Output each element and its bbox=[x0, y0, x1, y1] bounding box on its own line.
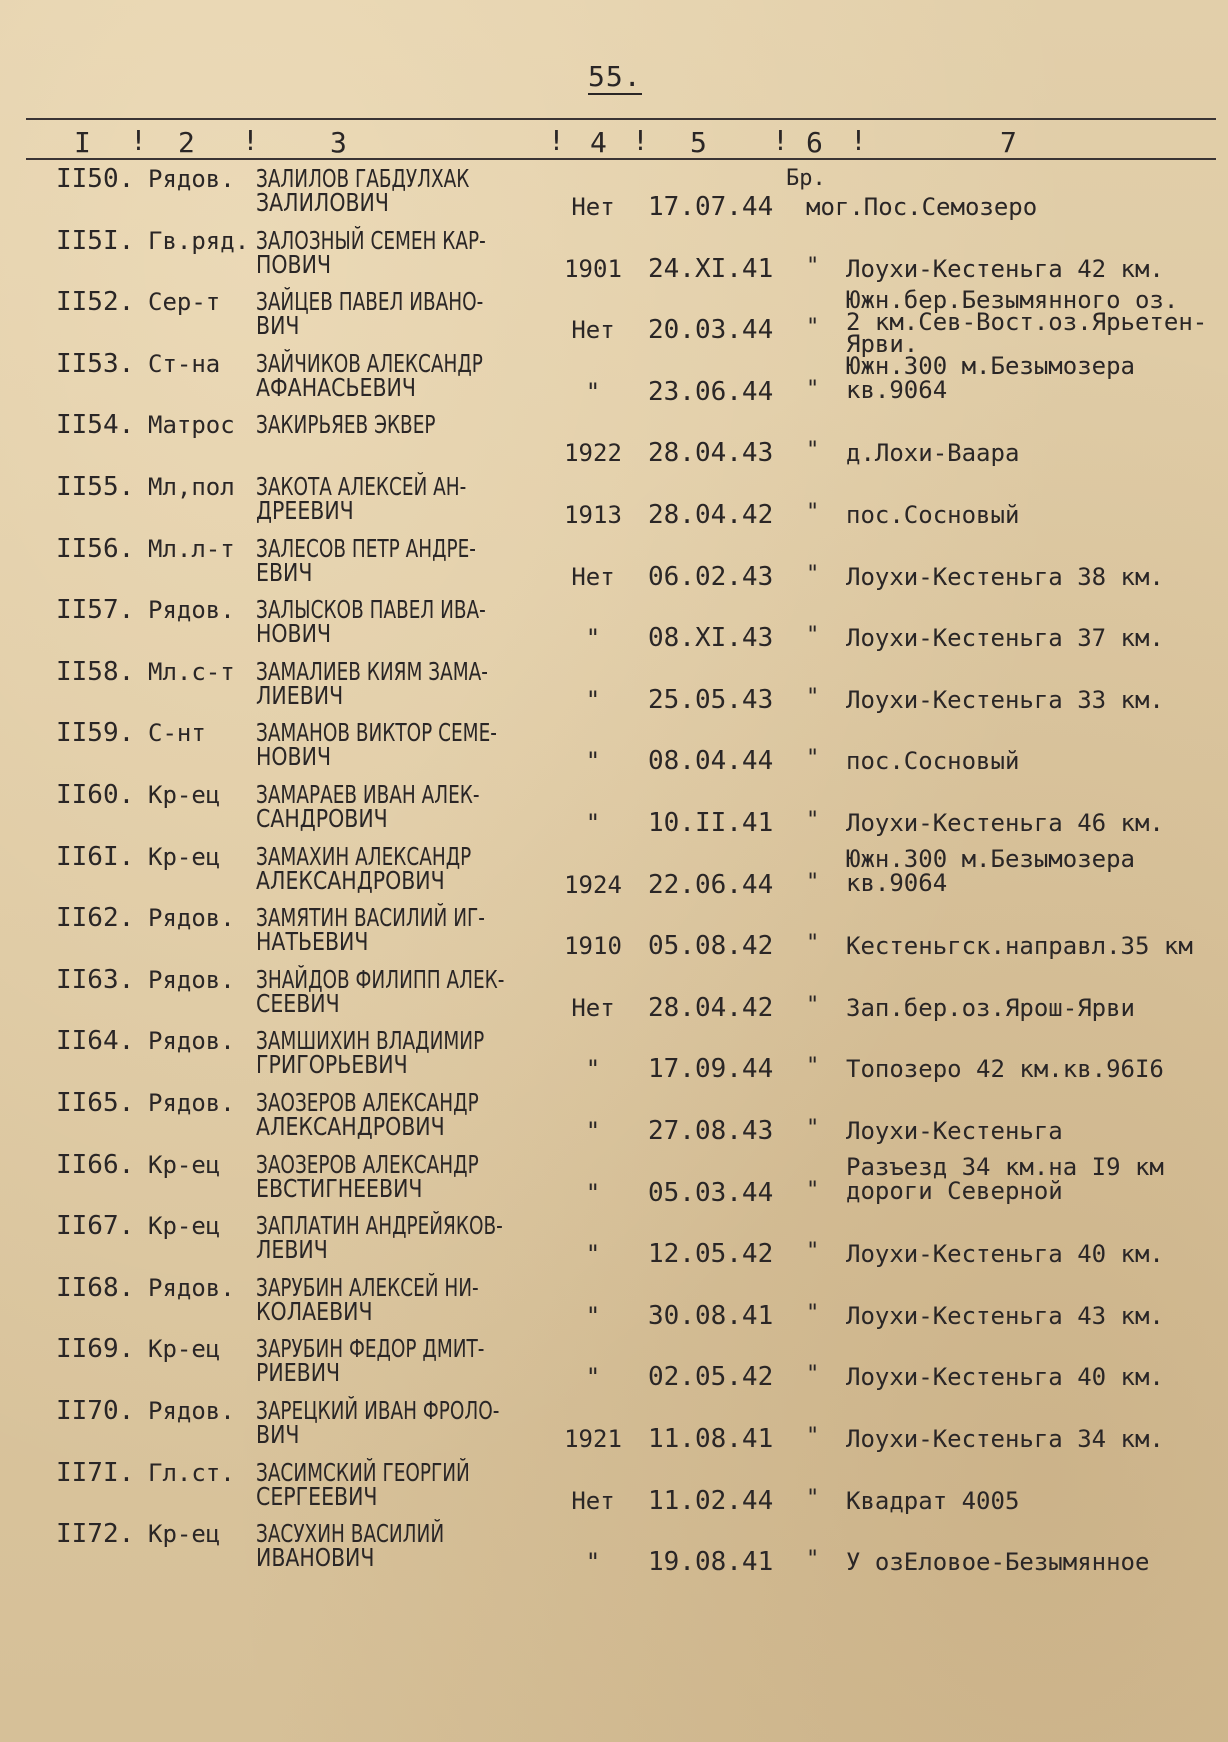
table-row bbox=[0, 347, 1228, 407]
header-separator: ! bbox=[850, 124, 867, 157]
birth-year: 1922 bbox=[564, 439, 622, 468]
full-name-line1: ЗАМЯТИН ВАСИЛИЙ ИГ- bbox=[256, 903, 485, 933]
full-name-line1: ЗАКОТА АЛЕКСЕЙ АН- bbox=[256, 472, 467, 501]
military-rank: Мл,пол bbox=[148, 473, 235, 501]
death-date: 25.05.43 bbox=[648, 684, 774, 715]
full-name-line1: ЗАСИМСКИЙ ГЕОРГИЙ bbox=[256, 1457, 470, 1487]
table-row bbox=[0, 1086, 1228, 1146]
record-number: II54. bbox=[56, 410, 135, 441]
birth-year: " bbox=[585, 1055, 601, 1084]
full-name-line1: ЗАМШИХИН ВЛАДИМИР bbox=[256, 1026, 485, 1056]
full-name-line1: ЗАМАРАЕВ ИВАН АЛЕК- bbox=[256, 780, 480, 809]
full-name-line1: ЗАСУХИН ВАСИЛИЙ bbox=[256, 1519, 445, 1549]
full-name-line2: ЛИЕВИЧ bbox=[256, 680, 344, 710]
full-name-line1: ЗАМАХИН АЛЕКСАНДР bbox=[256, 841, 472, 871]
table-row bbox=[0, 408, 1228, 468]
burial-type: " bbox=[806, 1485, 820, 1511]
record-number: II53. bbox=[56, 348, 135, 379]
burial-place-line: Разъезд 34 км.на I9 км bbox=[846, 1152, 1164, 1181]
burial-place: Зап.бер.оз.Ярош-Ярви bbox=[846, 993, 1135, 1022]
column-header: 2 bbox=[178, 126, 195, 159]
full-name-line1: ЗАОЗЕРОВ АЛЕКСАНДР bbox=[256, 1088, 479, 1117]
burial-place-line: Южн.300 м.Безымозера bbox=[846, 351, 1135, 380]
burial-type: " bbox=[806, 1547, 820, 1573]
birth-year: Нет bbox=[571, 193, 615, 221]
table-row bbox=[0, 162, 1228, 222]
death-date: 08.04.44 bbox=[648, 746, 774, 777]
military-rank: Ст-на bbox=[148, 349, 221, 378]
burial-place: Лоухи-Кестеньга 40 км. bbox=[846, 1240, 1164, 1269]
table-row bbox=[0, 1456, 1228, 1516]
table-row bbox=[0, 1394, 1228, 1454]
table-row bbox=[0, 840, 1228, 900]
record-number: II60. bbox=[56, 780, 135, 810]
record-number: II63. bbox=[56, 964, 135, 995]
burial-place-line: дороги Северной bbox=[846, 1176, 1063, 1205]
full-name-line2: НАТЬЕВИЧ bbox=[256, 927, 369, 957]
birth-year: " bbox=[585, 809, 601, 837]
full-name-line2: КОЛАЕВИЧ bbox=[256, 1296, 373, 1326]
burial-place: Лоухи-Кестеньга bbox=[846, 1117, 1063, 1145]
record-number: II59. bbox=[56, 718, 135, 749]
burial-type: " bbox=[806, 992, 820, 1018]
death-date: 05.08.42 bbox=[648, 931, 774, 962]
military-rank: Мл.с-т bbox=[148, 657, 235, 686]
record-number: II58. bbox=[56, 656, 135, 687]
birth-year: " bbox=[585, 1301, 601, 1330]
military-rank: Матрос bbox=[148, 411, 235, 440]
table-row bbox=[0, 963, 1228, 1023]
header-separator: ! bbox=[242, 124, 259, 157]
burial-place-line: Ярви. bbox=[846, 330, 919, 359]
header-separator: ! bbox=[632, 124, 649, 157]
death-date: 02.05.42 bbox=[648, 1362, 774, 1393]
full-name-line1: ЗАЛЫСКОВ ПАВЕЛ ИВА- bbox=[256, 595, 486, 625]
burial-place: пос.Сосновый bbox=[846, 747, 1020, 776]
burial-type: " bbox=[806, 1239, 820, 1265]
burial-type: " bbox=[806, 438, 820, 464]
death-date: 22.06.44 bbox=[648, 869, 774, 900]
full-name-line2: ПОВИЧ bbox=[256, 249, 332, 279]
record-number: II64. bbox=[56, 1026, 135, 1057]
military-rank: Рядов. bbox=[148, 596, 235, 625]
full-name-line2: СЕЕВИЧ bbox=[256, 988, 340, 1018]
birth-year: Нет bbox=[571, 993, 615, 1022]
record-number: II5I. bbox=[56, 225, 135, 256]
burial-type: " bbox=[806, 746, 820, 772]
column-header: 7 bbox=[1000, 126, 1017, 159]
record-number: II6I. bbox=[56, 841, 135, 872]
burial-type: " bbox=[806, 253, 820, 279]
birth-year: 1913 bbox=[564, 501, 622, 529]
table-row bbox=[0, 1271, 1228, 1331]
military-rank: Гл.ст. bbox=[148, 1458, 235, 1487]
full-name-line1: ЗАЙЧИКОВ АЛЕКСАНДР bbox=[256, 348, 483, 378]
record-number: II69. bbox=[56, 1334, 135, 1365]
military-rank: Мл.л-т bbox=[148, 534, 235, 563]
death-date: 17.09.44 bbox=[648, 1054, 774, 1085]
burial-type: " bbox=[806, 1424, 820, 1449]
military-rank: Рядов. bbox=[148, 1397, 235, 1425]
birth-year: " bbox=[585, 624, 601, 653]
military-rank: Рядов. bbox=[148, 1089, 235, 1117]
military-rank: Кр-ец bbox=[148, 1335, 221, 1364]
death-date: 30.08.41 bbox=[648, 1300, 774, 1331]
burial-type: " bbox=[806, 808, 820, 833]
death-date: 19.08.41 bbox=[648, 1547, 774, 1578]
death-date: 10.II.41 bbox=[648, 808, 774, 838]
death-date: 08.XI.43 bbox=[648, 623, 774, 654]
full-name-line2: СЕРГЕЕВИЧ bbox=[256, 1481, 378, 1511]
burial-place-line: кв.9064 bbox=[846, 868, 948, 897]
full-name-line2: РИЕВИЧ bbox=[256, 1358, 341, 1388]
full-name-line1: ЗАРЕЦКИЙ ИВАН ФРОЛО- bbox=[256, 1396, 500, 1425]
full-name-line1: ЗАРУБИН ФЕДОР ДМИТ- bbox=[256, 1334, 485, 1364]
table-row bbox=[0, 1517, 1228, 1577]
burial-type: Бр. bbox=[786, 166, 826, 191]
full-name-line1: ЗАПЛАТИН АНДРЕЙЯКОВ- bbox=[256, 1211, 503, 1241]
burial-place: Лоухи-Кестеньга 33 км. bbox=[846, 685, 1164, 714]
full-name-line2: ЗАЛИЛОВИЧ bbox=[256, 188, 389, 217]
military-rank: Рядов. bbox=[148, 1027, 235, 1056]
death-date: 24.XI.41 bbox=[648, 253, 774, 284]
full-name-line2: ВИЧ bbox=[256, 311, 300, 341]
death-date: 11.08.41 bbox=[648, 1424, 774, 1454]
burial-type: " bbox=[806, 1054, 820, 1080]
burial-place: У озЕловое-Безымянное bbox=[846, 1548, 1150, 1577]
full-name-line2: НОВИЧ bbox=[256, 619, 332, 649]
military-rank: Гв.ряд. bbox=[148, 226, 250, 255]
burial-place-line: Южн.300 м.Безымозера bbox=[846, 844, 1135, 873]
military-rank: С-нт bbox=[148, 719, 206, 748]
military-rank: Кр-ец bbox=[148, 842, 221, 871]
full-name-line2: ЛЕВИЧ bbox=[256, 1235, 328, 1265]
table-row bbox=[0, 470, 1228, 530]
burial-place: Лоухи-Кестеньга 42 км. bbox=[846, 254, 1164, 283]
full-name-line1: ЗАЛИЛОВ ГАБДУЛХАК bbox=[256, 164, 470, 193]
column-header: 4 bbox=[590, 126, 607, 159]
record-number: II65. bbox=[56, 1088, 135, 1118]
full-name-line2: ЕВСТИГНЕЕВИЧ bbox=[256, 1173, 423, 1203]
burial-place: Лоухи-Кестеньга 40 км. bbox=[846, 1363, 1164, 1392]
burial-type: " bbox=[806, 869, 820, 895]
death-date: 23.06.44 bbox=[648, 376, 774, 407]
birth-year: 1910 bbox=[564, 932, 622, 961]
table-row bbox=[0, 901, 1228, 961]
full-name-line1: ЗАРУБИН АЛЕКСЕЙ НИ- bbox=[256, 1272, 479, 1302]
full-name-line1: ЗАЛОЗНЫЙ СЕМЕН КАР- bbox=[256, 225, 486, 255]
table-row bbox=[0, 1024, 1228, 1084]
burial-type: " bbox=[806, 1300, 820, 1326]
table-row bbox=[0, 1209, 1228, 1269]
burial-place-line: 2 км.Сев-Вост.оз.Ярьетен- bbox=[846, 308, 1208, 337]
burial-place: пос.Сосновый bbox=[846, 501, 1020, 529]
record-number: II68. bbox=[56, 1272, 135, 1303]
military-rank: Рядов. bbox=[148, 904, 235, 933]
birth-year: Нет bbox=[571, 562, 615, 591]
death-date: 27.08.43 bbox=[648, 1116, 774, 1146]
full-name-line2: АЛЕКСАНДРОВИЧ bbox=[256, 1112, 445, 1141]
record-number: II72. bbox=[56, 1519, 135, 1550]
full-name-line1: ЗАМАНОВ ВИКТОР СЕМЕ- bbox=[256, 718, 497, 748]
burial-place: Лоухи-Кестеньга 38 км. bbox=[846, 562, 1164, 591]
burial-place-line: Южн.бер.Безымянного оз. bbox=[846, 286, 1179, 315]
burial-type: " bbox=[806, 376, 820, 402]
table-row bbox=[0, 532, 1228, 592]
full-name-line2: ВИЧ bbox=[256, 1420, 300, 1449]
record-number: II55. bbox=[56, 472, 135, 502]
birth-year: " bbox=[585, 747, 601, 776]
record-number: II66. bbox=[56, 1149, 135, 1180]
burial-type: " bbox=[806, 1362, 820, 1388]
burial-place: Лоухи-Кестеньга 34 км. bbox=[846, 1425, 1164, 1453]
header-separator: ! bbox=[772, 124, 789, 157]
burial-type: " bbox=[806, 315, 820, 341]
full-name-line2: АФАНАСЬЕВИЧ bbox=[256, 372, 416, 402]
death-date: 17.07.44 bbox=[648, 192, 774, 222]
full-name-line2: ГРИГОРЬЕВИЧ bbox=[256, 1050, 408, 1080]
table-row bbox=[0, 1332, 1228, 1392]
record-number: II7I. bbox=[56, 1457, 135, 1488]
birth-year: " bbox=[585, 1548, 601, 1577]
birth-year: 1921 bbox=[564, 1425, 622, 1453]
burial-place-line: кв.9064 bbox=[846, 375, 948, 404]
burial-type: " bbox=[806, 561, 820, 587]
record-number: II70. bbox=[56, 1396, 135, 1426]
burial-place: Кестеньгск.направл.35 км bbox=[846, 932, 1193, 961]
burial-place: мог.Пос.Семозеро bbox=[806, 193, 1038, 221]
column-header: 3 bbox=[330, 126, 347, 159]
burial-type: " bbox=[806, 1116, 820, 1141]
burial-place: Квадрат 4005 bbox=[846, 1486, 1020, 1515]
birth-year: " bbox=[585, 1240, 601, 1269]
record-number: II52. bbox=[56, 287, 135, 318]
header-separator: ! bbox=[130, 124, 147, 157]
record-number: II67. bbox=[56, 1211, 135, 1242]
death-date: 28.04.42 bbox=[648, 992, 774, 1023]
full-name-line2: ЕВИЧ bbox=[256, 557, 313, 587]
military-rank: Кр-ец bbox=[148, 1150, 221, 1179]
full-name-line2: ИВАНОВИЧ bbox=[256, 1543, 375, 1573]
burial-type: " bbox=[806, 623, 820, 649]
military-rank: Рядов. bbox=[148, 165, 235, 193]
birth-year: " bbox=[585, 1178, 601, 1207]
record-number: II50. bbox=[56, 164, 135, 194]
birth-year: " bbox=[585, 377, 601, 406]
full-name-line2: ДРЕЕВИЧ bbox=[256, 496, 354, 525]
birth-year: 1924 bbox=[564, 870, 622, 899]
full-name-line1: ЗАОЗЕРОВ АЛЕКСАНДР bbox=[256, 1149, 479, 1179]
death-date: 20.03.44 bbox=[648, 315, 774, 346]
header-top-rule bbox=[26, 118, 1216, 120]
military-rank: Сер-т bbox=[148, 288, 221, 317]
header-separator: ! bbox=[548, 124, 565, 157]
military-rank: Кр-ец bbox=[148, 1520, 221, 1549]
full-name-line2: НОВИЧ bbox=[256, 742, 332, 772]
death-date: 28.04.42 bbox=[648, 500, 774, 530]
burial-type: " bbox=[806, 684, 820, 710]
death-date: 12.05.42 bbox=[648, 1239, 774, 1270]
record-number: II56. bbox=[56, 533, 135, 564]
column-header: I bbox=[74, 126, 91, 159]
full-name-line2: АЛЕКСАНДРОВИЧ bbox=[256, 865, 445, 895]
death-date: 28.04.43 bbox=[648, 438, 774, 469]
column-header: 5 bbox=[690, 126, 707, 159]
death-date: 11.02.44 bbox=[648, 1485, 774, 1516]
military-rank: Рядов. bbox=[148, 965, 235, 994]
burial-place: Топозеро 42 км.кв.96I6 bbox=[846, 1055, 1164, 1084]
birth-year: " bbox=[585, 1117, 601, 1145]
full-name-line2: САНДРОВИЧ bbox=[256, 804, 388, 833]
table-row bbox=[0, 1148, 1228, 1208]
full-name-line1: ЗНАЙДОВ ФИЛИПП АЛЕК- bbox=[256, 964, 505, 994]
birth-year: " bbox=[585, 685, 601, 714]
burial-type: " bbox=[806, 1177, 820, 1203]
military-rank: Кр-ец bbox=[148, 1212, 221, 1241]
column-header: 6 bbox=[806, 126, 823, 159]
full-name-line1: ЗАЙЦЕВ ПАВЕЛ ИВАНО- bbox=[256, 287, 484, 317]
burial-place: Лоухи-Кестеньга 46 км. bbox=[846, 809, 1164, 837]
birth-year: 1901 bbox=[564, 254, 622, 283]
birth-year: Нет bbox=[571, 1486, 615, 1515]
page-number: 55. bbox=[588, 60, 642, 93]
full-name-line1: ЗАЛЕСОВ ПЕТР АНДРЕ- bbox=[256, 533, 476, 563]
table-row bbox=[0, 285, 1228, 359]
table-row bbox=[0, 655, 1228, 715]
full-name-line1: ЗАКИРЬЯЕВ ЭКВЕР bbox=[256, 410, 436, 440]
header-bottom-rule bbox=[26, 158, 1216, 160]
record-number: II62. bbox=[56, 903, 135, 934]
birth-year: Нет bbox=[571, 316, 615, 345]
table-row bbox=[0, 224, 1228, 284]
table-row bbox=[0, 593, 1228, 653]
burial-place: Лоухи-Кестеньга 43 км. bbox=[846, 1301, 1164, 1330]
burial-type: " bbox=[806, 500, 820, 525]
military-rank: Кр-ец bbox=[148, 781, 221, 809]
death-date: 06.02.43 bbox=[648, 561, 774, 592]
birth-year: " bbox=[585, 1363, 601, 1392]
burial-place: д.Лохи-Ваара bbox=[846, 439, 1020, 468]
burial-type: " bbox=[806, 931, 820, 957]
burial-place: Лоухи-Кестеньга 37 км. bbox=[846, 624, 1164, 653]
record-number: II57. bbox=[56, 595, 135, 626]
military-rank: Рядов. bbox=[148, 1273, 235, 1302]
death-date: 05.03.44 bbox=[648, 1177, 774, 1208]
full-name-line1: ЗАМАЛИЕВ КИЯМ ЗАМА- bbox=[256, 656, 488, 686]
table-row bbox=[0, 778, 1228, 838]
table-row bbox=[0, 716, 1228, 776]
